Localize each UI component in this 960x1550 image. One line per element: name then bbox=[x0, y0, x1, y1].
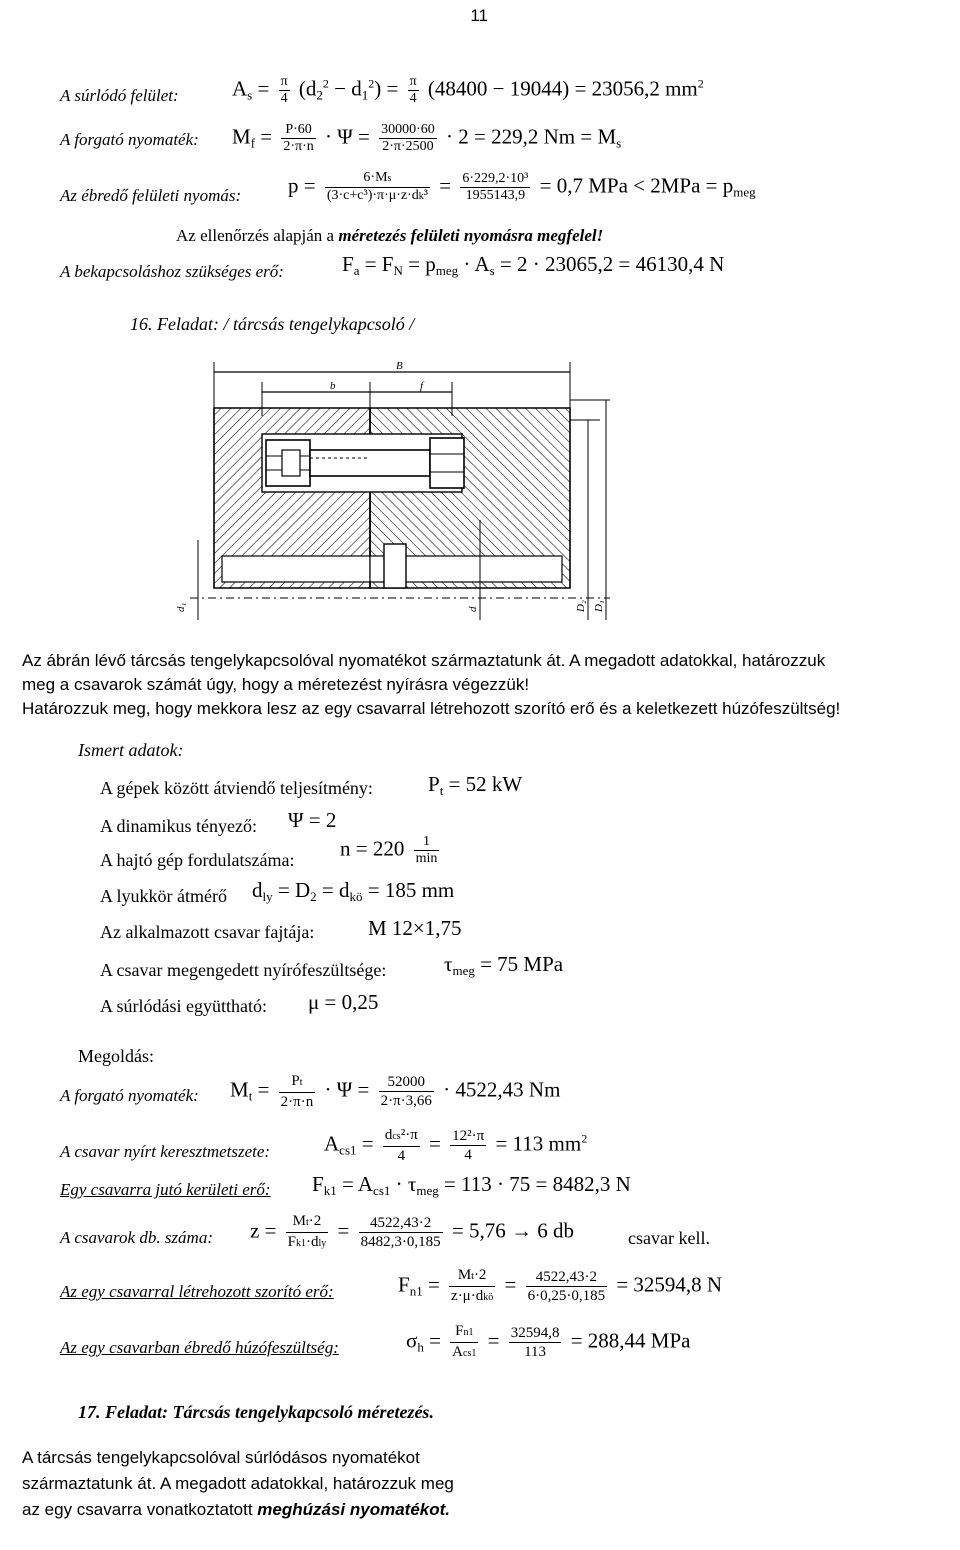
known-dynamic-value: Ψ = 2 bbox=[288, 808, 337, 832]
known-shear-value: $\tau_{meg} = 75$ MPa bbox=[444, 952, 564, 978]
known-bolt-type-label: Az alkalmazott csavar fajtája: bbox=[100, 922, 315, 942]
known-bolt-circle-label: A lyukkör átmérő bbox=[100, 886, 227, 906]
engage-force-label: A bekapcsoláshoz szükséges erő: bbox=[60, 262, 284, 281]
dim-label-d1: d₁ bbox=[175, 602, 187, 612]
sol-force-equation: $F_{k1} = A_{cs1} \cdot \tau_{meg} = 113 \cdot 75 = 8482,3$ N bbox=[312, 1172, 631, 1198]
task17-para-3-emphasis: meghúzási nyomatékot. bbox=[257, 1500, 451, 1519]
torque-equation: $M_f$ = $\frac{P\cdot 60}{2\cdot\pi\cdot n}$ · Ψ = $\frac{30000\cdot 60}{2\cdot\pi\cdot 2500}$ · 2 = 229,2 $Nm = M_s$ bbox=[232, 122, 622, 154]
dim-label-f: f bbox=[420, 380, 424, 392]
dim-label-d: d bbox=[467, 606, 479, 612]
known-bolt-type-value: M 12×1,75 bbox=[368, 916, 462, 940]
task17-para-1: A tárcsás tengelykapcsolóval súrlódásos nyomatékot bbox=[22, 1448, 420, 1467]
sol-torque-equation: $M_t$ = $\frac{Pt}{2\cdot\pi\cdot n}$ · Ψ = $\frac{52000}{2\cdot\pi\cdot 3,66}$ · 4522,43 Nm bbox=[230, 1073, 561, 1110]
task16-para-2: meg a csavarok számát úgy, hogy a méretezést nyírásra végezzük! bbox=[22, 675, 530, 694]
sol-tension-label: Az egy csavarban ébredő húzófeszültség: bbox=[60, 1338, 339, 1357]
task17-title: 17. Feladat: Tárcsás tengelykapcsoló méretezés. bbox=[78, 1402, 434, 1422]
engage-force-equation: $F_a = F_N = p_{meg} \cdot A_s = 2 \cdot 23065,2 = 46130,4$ N bbox=[342, 252, 725, 278]
sol-count-equation: z = $\frac{Mt\cdot 2}{\text{Fk1·dly}}$ = $\frac{4522,43\cdot 2}{8482,3\cdot 0,185}$ = 5,76 → 6 db bbox=[250, 1212, 574, 1253]
dim-label-D1: D₁ bbox=[593, 600, 605, 612]
known-data-title: Ismert adatok: bbox=[78, 740, 184, 760]
sol-force-label: Egy csavarra jutó kerületi erő: bbox=[60, 1180, 271, 1199]
sol-clamp-equation: $F_{n1}$ = $\frac{Mt\cdot 2}{\text{z·μ·dkö}}$ = $\frac{4522,43\cdot 2}{6\cdot 0,25\cdot 0,185}$ = 32594,8 N bbox=[398, 1266, 722, 1307]
sol-section-label: A csavar nyírt keresztmetszete: bbox=[60, 1142, 271, 1161]
dim-label-D2: D₂ bbox=[575, 600, 587, 612]
check-result-line bbox=[176, 226, 603, 246]
known-dynamic-label: A dinamikus tényező: bbox=[100, 816, 257, 836]
known-shear-label: A csavar megengedett nyírófeszültsége: bbox=[100, 960, 387, 980]
known-power-value: $P_t = 52$ kW bbox=[428, 772, 523, 798]
task17-para-3 bbox=[22, 1500, 450, 1520]
task16-para-3: Határozzuk meg, hogy mekkora lesz az egy csavarral létrehozott szorító erő és a keletkezett húzófeszültség! bbox=[22, 699, 841, 718]
friction-area-equation: $A_s$ = $\frac{\pi}{4}$ $(d_2^2 - d_1^2)$ = $\frac{\pi}{4}$ (48400 − 19044) = 23056,2 $mm^2$ bbox=[232, 74, 704, 106]
pressure-label: Az ébredő felületi nyomás: bbox=[60, 186, 242, 205]
torque-label: A forgató nyomaték: bbox=[60, 130, 199, 149]
check-result-emphasis: méretezés felületi nyomásra megfelel! bbox=[338, 226, 604, 245]
sol-tension-equation: $\sigma_h$ = $\frac{Fn1}{\text{Acs1}}$ = $\frac{32594,8}{113}$ = 288,44 MPa bbox=[406, 1322, 690, 1363]
check-result-text: Az ellenőrzés alapján a bbox=[176, 226, 339, 245]
task16-para-1: Az ábrán lévő tárcsás tengelykapcsolóval nyomatékot származtatunk át. A megadott adatokkal, határozzuk bbox=[22, 651, 826, 670]
sol-clamp-label: Az egy csavarral létrehozott szorító erő: bbox=[60, 1282, 334, 1301]
coupling-drawing bbox=[170, 360, 630, 628]
solution-title: Megoldás: bbox=[78, 1046, 154, 1066]
dim-label-b: b bbox=[330, 380, 336, 392]
known-friction-value: μ = 0,25 bbox=[308, 990, 379, 1014]
sol-count-tail: csavar kell. bbox=[628, 1228, 710, 1248]
friction-area-label: A súrlódó felület: bbox=[60, 86, 179, 105]
task17-para-3-text: az egy csavarra vonatkoztatott bbox=[22, 1500, 258, 1519]
known-power-label: A gépek között átviendő teljesítmény: bbox=[100, 778, 373, 798]
known-bolt-circle-value: $d_{ly} = D_2 = d_{kö} = 185$ mm bbox=[252, 878, 455, 904]
task16-title: 16. Feladat: / tárcsás tengelykapcsoló / bbox=[130, 314, 415, 334]
pressure-equation: p = $\frac{6\cdot Ms}{\text{(3·c+c³)·π·μ·z·dk³}}$ = $\frac{\text{6·229,2·10³}}{1955143,9}$ = 0,7 MPa < $2MPa = p_{meg}$ bbox=[288, 170, 756, 203]
known-friction-label: A súrlódási együttható: bbox=[100, 996, 267, 1016]
sol-torque-label: A forgató nyomaték: bbox=[60, 1086, 199, 1105]
sol-count-label: A csavarok db. száma: bbox=[60, 1228, 213, 1247]
sol-section-equation: $A_{cs1}$ = $\frac{\text{dcs²·π}}{4}$ = $\frac{\text{12²·π}}{4}$ = 113 $mm^2$ bbox=[324, 1127, 588, 1164]
page-number: 11 bbox=[470, 6, 488, 25]
known-speed-value: n = 220 $\frac{1}{\min}$ bbox=[340, 834, 438, 866]
dim-label-B: B bbox=[396, 360, 403, 372]
task17-para-2: származtatunk át. A megadott adatokkal, határozzuk meg bbox=[22, 1474, 454, 1493]
known-speed-label: A hajtó gép fordulatszáma: bbox=[100, 850, 295, 870]
